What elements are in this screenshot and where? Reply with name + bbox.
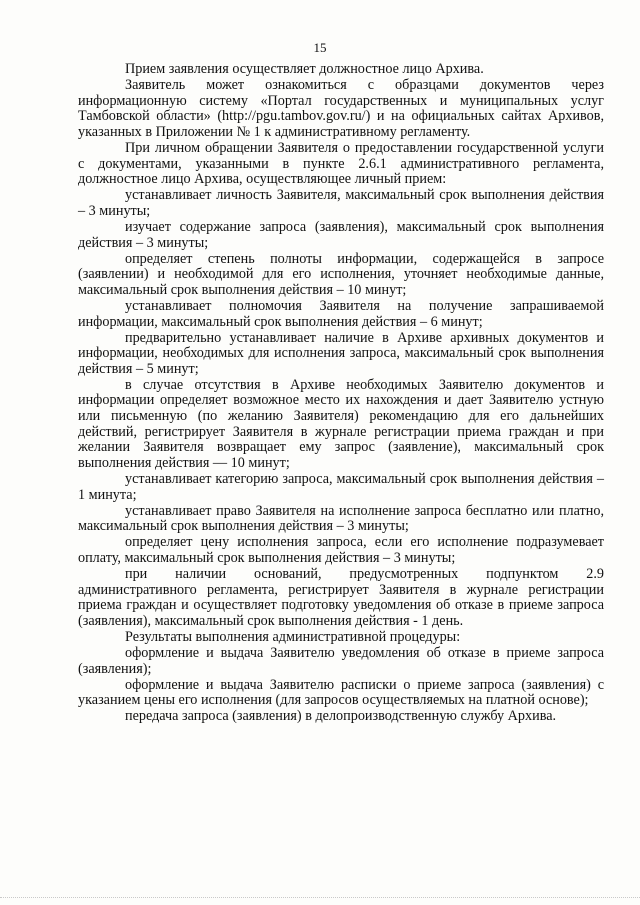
list-item-receipt-issuance: оформление и выдача Заявителю расписки о приеме запроса (заявления) с указанием цены его исполнения (для запросов осуществляемых на платной основе);	[78, 676, 604, 709]
list-item-payment-right: устанавливает право Заявителя на исполнение запроса бесплатно или платно, максимальный срок выполнения действия – 3 минуты;	[78, 502, 604, 535]
paragraph-document-samples: Заявитель может ознакомиться с образцами документов через информационную систему «Портал государственных и муниципальных услуг Тамбовской области» (http://pgu.tambov.gov.ru/) и на официальных сайтах Архивов, указанных в Приложении № 1 к административному регламенту.	[78, 77, 604, 140]
document-body	[78, 62, 604, 725]
list-item-refusal-grounds: при наличии оснований, предусмотренных подпунктом 2.9 административного регламента, регистрирует Заявителя в журнале регистрации приема граждан и осуществляет подготовку уведомления об отказе в приеме запроса (заявления), максимальный срок выполнения действия - 1 день.	[78, 566, 604, 629]
list-item-refusal-notice: оформление и выдача Заявителю уведомления об отказе в приеме запроса (заявления);	[78, 644, 604, 677]
page-number: 15	[313, 40, 327, 55]
list-item-price-determination: определяет цену исполнения запроса, если его исполнение подразумевает оплату, максимальный срок выполнения действия – 3 минуты;	[78, 534, 604, 566]
page-bottom-edge	[0, 897, 640, 899]
list-item-missing-documents: в случае отсутствия в Архиве необходимых Заявителю документов и информации определяет возможное место их нахождения и дает Заявителю устную или письменную (по желанию Заявителя) рекомендацию для его дальнейших действий, регистрирует Заявителя в журнале регистрации приема граждан и при желании Заявителя возвращает ему запрос (заявление), максимальный срок выполнения действия — 10 минут;	[78, 376, 604, 471]
list-item-information-completeness: определяет степень полноты информации, содержащейся в запросе (заявлении) и необходимой для его исполнения, уточняет необходимые данные, максимальный срок выполнения действия – 10 минут;	[78, 250, 604, 298]
paragraph-personal-appeal: При личном обращении Заявителя о предоставлении государственной услуги с документами, указанными в пункте 2.6.1 административного регламента, должностное лицо Архива, осуществляющее личный прием:	[78, 139, 604, 188]
list-item-request-category: устанавливает категорию запроса, максимальный срок выполнения действия – 1 минута;	[78, 470, 604, 503]
paragraph-application-acceptance: Прием заявления осуществляет должностное лицо Архива.	[125, 61, 484, 77]
list-item-document-availability: предварительно устанавливает наличие в Архиве архивных документов и информации, необходимых для исполнения запроса, максимальный срок выполнения действия – 5 минут;	[78, 329, 604, 377]
list-item-transfer-to-records: передача запроса (заявления) в делопроизводственную службу Архива.	[125, 708, 557, 725]
list-item-identity-check: устанавливает личность Заявителя, максимальный срок выполнения действия – 3 минуты;	[78, 187, 604, 219]
paragraph-procedure-results: Результаты выполнения административной процедуры:	[125, 628, 461, 645]
list-item-request-review: изучает содержание запроса (заявления), максимальный срок выполнения действия – 3 минуты;	[78, 218, 604, 251]
list-item-authority-check: устанавливает полномочия Заявителя на получение запрашиваемой информации, максимальный срок выполнения действия – 6 минут;	[78, 297, 604, 330]
